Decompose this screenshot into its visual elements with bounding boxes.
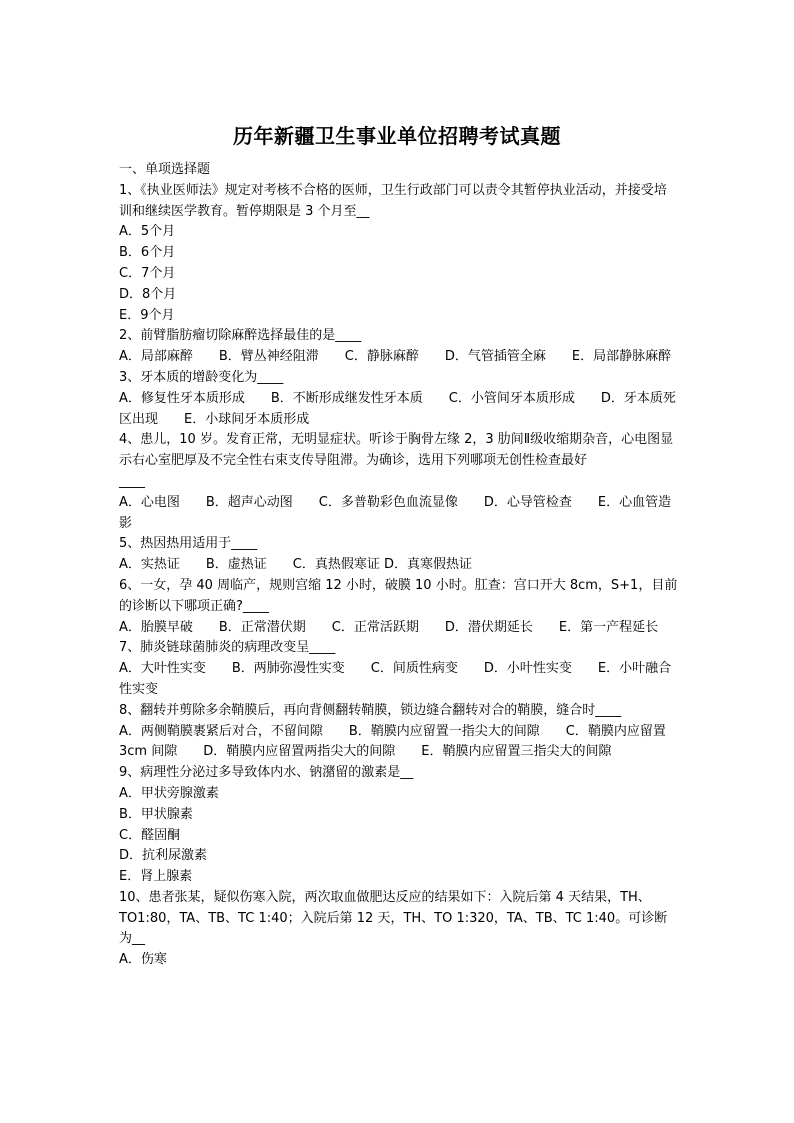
question-stem: 9、病理性分泌过多导致体内水、钠潴留的激素是__: [119, 765, 414, 781]
question-stem: 2、前臂脂肪瘤切除麻醉选择最佳的是____: [119, 328, 362, 344]
document-title: 历年新疆卫生事业单位招聘考试真题: [233, 124, 561, 148]
question-7: [119, 638, 679, 700]
option-c: C．7个月: [119, 265, 176, 281]
question-stem: 1、《执业医师法》规定对考核不合格的医师，卫生行政部门可以责令其暂停执业活动，并接受培训和继续医学教育。暂停期限是 3 个月至__: [119, 182, 667, 219]
question-5: [119, 534, 679, 576]
option-a: A．伤寒: [119, 952, 167, 968]
option-e: E．9个月: [119, 307, 175, 323]
question-stem: 5、热因热用适用于____: [119, 536, 258, 552]
options-inline: A．修复性牙本质形成 B．不断形成继发性牙本质 C．小管间牙本质形成 D．牙本质死区出现 E．小球间牙本质形成: [119, 390, 676, 427]
options-inline: A．心电图 B．超声心动图 C．多普勒彩色血流显像 D．心导管检查 E．心血管造影: [119, 494, 672, 531]
options-inline: A．胎膜早破 B．正常潜伏期 C．正常活跃期 D．潜伏期延长 E．第一产程延长: [119, 619, 659, 635]
question-8: [119, 701, 679, 763]
option-e: E．肾上腺素: [119, 869, 193, 885]
option-b: B．甲状腺素: [119, 806, 193, 822]
question-stem: 7、肺炎链球菌肺炎的病理改变呈____: [119, 640, 336, 656]
question-stem: 4、患儿，10 岁。发育正常，无明显症状。听诊于胸骨左缘 2，3 肋间Ⅱ级收缩期杂音，心电图显示右心室肥厚及不完全性右束支传导阻滞。为确诊，选用下列哪项无创性检查最好: [119, 432, 674, 469]
options-inline: A．两侧鞘膜裹紧后对合，不留间隙 B．鞘膜内应留置一指尖大的间隙 C．鞘膜内应留置 3cm 间隙 D．鞘膜内应留置两指尖大的间隙 E．鞘膜内应留置三指尖大的间隙: [119, 723, 671, 760]
question-1: [119, 181, 679, 327]
question-4: [119, 430, 679, 534]
options-inline: A．大叶性实变 B．两肺弥漫性实变 C．间质性病变 D．小叶性实变 E．小叶融合性实变: [119, 661, 672, 697]
option-d: D．8个月: [119, 286, 177, 302]
question-10: [119, 888, 679, 971]
question-stem: 10、患者张某，疑似伤寒入院，两次取血做肥达反应的结果如下：入院后第 4 天结果，TH、TO1:80，TA、TB、TC 1:40；入院后第 12 天，TH、TO 1:320，TA、TB、TC 1:40。可诊断为__: [119, 889, 668, 947]
option-a: A．甲状旁腺激素: [119, 785, 219, 801]
question-stem: 8、翻转并剪除多余鞘膜后，再向背侧翻转鞘膜，锁边缝合翻转对合的鞘膜，缝合时____: [119, 702, 622, 718]
question-2: [119, 326, 679, 368]
question-6: [119, 576, 679, 638]
question-9: [119, 763, 679, 888]
option-a: A．5个月: [119, 224, 176, 240]
question-3: [119, 368, 679, 430]
document-body: [119, 160, 679, 971]
options-inline: A．局部麻醉 B．臂丛神经阻滞 C．静脉麻醉 D．气管插管全麻 E．局部静脉麻醉: [119, 349, 672, 365]
option-c: C．醛固酮: [119, 827, 181, 843]
question-stem: 3、牙本质的增龄变化为____: [119, 369, 284, 385]
section-heading: 一、单项选择题: [119, 162, 211, 177]
answer-blank: ____: [119, 473, 145, 489]
option-b: B．6个月: [119, 245, 176, 261]
options-inline: A．实热证 B．虚热证 C．真热假寒证 D．真寒假热证: [119, 557, 473, 573]
question-stem: 6、一女，孕 40 周临产，规则宫缩 12 小时，破膜 10 小时。肛查：宫口开大 8cm，S+1，目前的诊断以下哪项正确?____: [119, 577, 678, 614]
option-d: D．抗利尿激素: [119, 848, 208, 864]
